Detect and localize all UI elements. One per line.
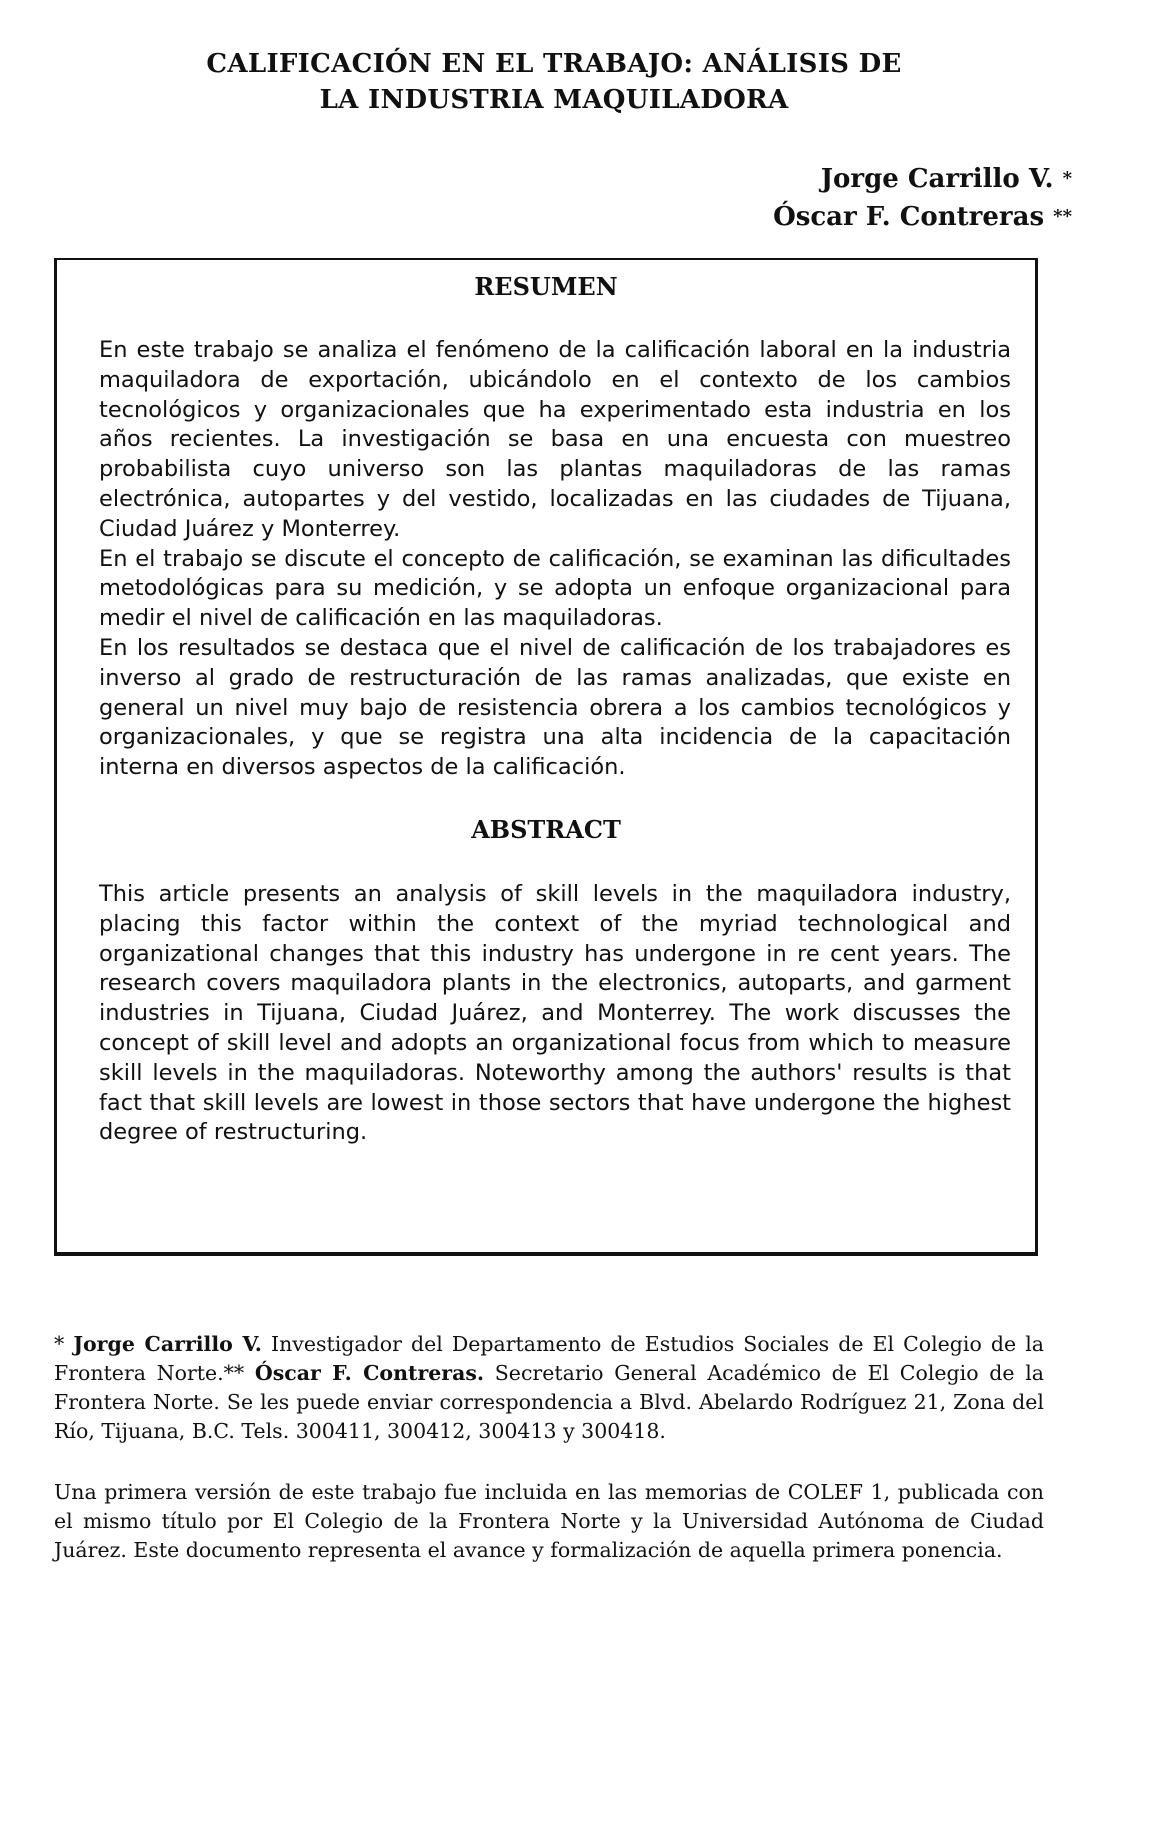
author-footnote-mark: ** [1053, 206, 1072, 227]
footnote-author-2: Óscar F. Contreras. [254, 1361, 485, 1385]
abstract-heading: ABSTRACT [471, 815, 621, 844]
footnote-mark: ** [223, 1361, 245, 1385]
author-footnote-mark: * [1062, 168, 1072, 189]
summary-box [54, 258, 1038, 1256]
footnote-author-1: Jorge Carrillo V. [73, 1332, 262, 1356]
footnote-mark: * [54, 1332, 65, 1356]
version-footnote: Una primera versión de este trabajo fue incluida en las memorias de COLEF 1, publicada con el mismo título por El Colegio de la Frontera Norte y la Universidad Autónoma de Ciudad Juárez. Este documento representa el avance y formalización de aquella primera ponencia. [54, 1480, 1044, 1562]
abstract-body [99, 880, 1011, 1148]
title-line-2: LA INDUSTRIA MAQUILADORA [319, 85, 789, 115]
author-list [773, 160, 1072, 236]
footnote-author-1-text: Investigador del Departamento de Estudios Sociales de El Colegio de la Frontera Norte. [54, 1332, 1044, 1385]
footnote-author-2-text: Secretario General Académico de El Colegio de la Frontera Norte. Se les puede enviar correspondencia a Blvd. Abelardo Rodríguez 21, Zona del Río, Tijuana, B.C. Tels. 300411, 300412, 300413 y 300418. [54, 1361, 1044, 1443]
resumen-heading: RESUMEN [474, 272, 618, 301]
resumen-paragraph-1: En este trabajo se analiza el fenómeno de la calificación laboral en la industria maquiladora de exportación, ubicándolo en el contexto de los cambios tecnológicos y organizacionales que ha experimentado esta industria en los años recientes. La investigación se basa en una encuesta con muestreo probabilista cuyo universo son las plantas maquiladoras de las ramas electrónica, autopartes y del vestido, localizadas en las ciudades de Tijuana, Ciudad Juárez y Monterrey. [99, 337, 1011, 542]
author-name: Jorge Carrillo V. [820, 164, 1054, 194]
resumen-paragraph-2: En el trabajo se discute el concepto de calificación, se examinan las dificultades metodológicas para su medición, y se adopta un enfoque organizacional para medir el nivel de calificación en las maquiladoras. [99, 545, 1011, 632]
resumen-body [99, 336, 1011, 783]
author-1 [773, 160, 1072, 198]
title-line-1: CALIFICACIÓN EN EL TRABAJO: ANÁLISIS DE [206, 49, 902, 79]
author-name: Óscar F. Contreras [773, 202, 1045, 232]
author-footnote [54, 1330, 1044, 1446]
author-2 [773, 198, 1072, 236]
paper-title [100, 46, 1008, 118]
resumen-paragraph-3: En los resultados se destaca que el nivel de calificación de los trabajadores es inverso al grado de restructuración de las ramas analizadas, que existe en general un nivel muy bajo de resistencia obrera a los cambios tecnológicos y organizacionales, y que se registra una alta incidencia de la capacitación interna en diversos aspectos de la calificación. [99, 634, 1011, 781]
abstract-paragraph-1: This article presents an analysis of skill levels in the maquiladora industry, placing this factor within the context of the myriad technological and organizational changes that this industry has undergone in re cent years. The research covers maquiladora plants in the electronics, autoparts, and garment industries in Tijuana, Ciudad Juárez, and Monterrey. The work discusses the concept of skill level and adopts an organizational focus from which to measure skill levels in the maquiladoras. Noteworthy among the authors' results is that fact that skill levels are lowest in those sectors that have undergone the highest degree of restructuring. [99, 881, 1011, 1146]
